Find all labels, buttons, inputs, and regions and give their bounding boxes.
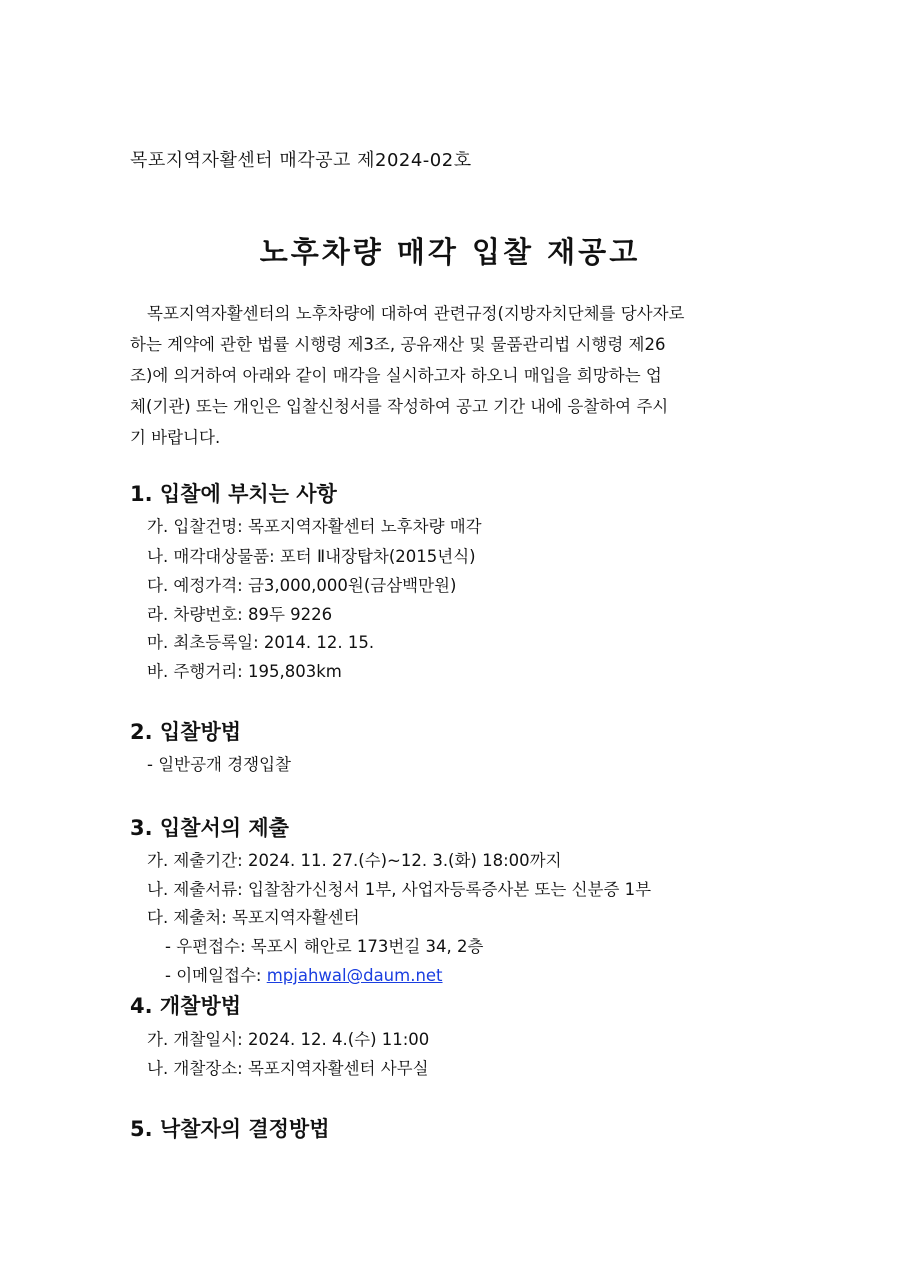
section-3-heading: 3. 입찰서의 제출 [130,816,289,840]
postal-submission: - 우편접수: 목포시 해안로 173번길 34, 2층 [165,937,484,956]
section-1-item: 다. 예정가격: 금3,000,000원(금삼백만원) [147,576,457,595]
section-1-item: 라. 차량번호: 89두 9226 [147,605,333,624]
email-label: - 이메일접수: [165,966,267,985]
section-3-item: 가. 제출기간: 2024. 11. 27.(수)~12. 3.(화) 18:00까지 [147,851,562,870]
document-title: 노후차량 매각 입찰 재공고 [259,235,641,269]
section-4-item: 나. 개찰장소: 목포지역자활센터 사무실 [147,1059,429,1078]
section-3-item: 다. 제출처: 목포지역자활센터 [147,908,360,927]
section-1-item: 바. 주행거리: 195,803km [147,662,342,681]
email-link[interactable]: mpjahwal@daum.net [266,966,443,985]
section-4-item: 가. 개찰일시: 2024. 12. 4.(수) 11:00 [147,1030,430,1049]
notice-number: 목포지역자활센터 매각공고 제2024-02호 [130,150,472,171]
intro-line: 체(기관) 또는 개인은 입찰신청서를 작성하여 공고 기간 내에 응찰하여 주시 [130,397,669,416]
email-submission [165,962,443,986]
section-1-item: 나. 매각대상물품: 포터 Ⅱ내장탑차(2015년식) [147,547,476,566]
section-2-item: - 일반공개 경쟁입찰 [147,755,291,774]
section-3-item: 나. 제출서류: 입찰참가신청서 1부, 사업자등록증사본 또는 신분증 1부 [147,880,652,899]
section-1-heading: 1. 입찰에 부치는 사항 [130,482,337,506]
intro-paragraph [130,298,775,453]
intro-line: 기 바랍니다. [130,428,221,447]
section-5-heading: 5. 낙찰자의 결정방법 [130,1117,330,1141]
section-2-heading: 2. 입찰방법 [130,720,242,744]
section-1-item: 마. 최초등록일: 2014. 12. 15. [147,633,375,652]
intro-line: 목포지역자활센터의 노후차량에 대하여 관련규정(지방자치단체를 당사자로 [147,304,685,323]
section-1-item: 가. 입찰건명: 목포지역자활센터 노후차량 매각 [147,517,482,536]
intro-line: 하는 계약에 관한 법률 시행령 제3조, 공유재산 및 물품관리법 시행령 제26 [130,335,666,354]
intro-line: 조)에 의거하여 아래와 같이 매각을 실시하고자 하오니 매입을 희망하는 업 [130,366,662,385]
section-4-heading: 4. 개찰방법 [130,994,242,1018]
